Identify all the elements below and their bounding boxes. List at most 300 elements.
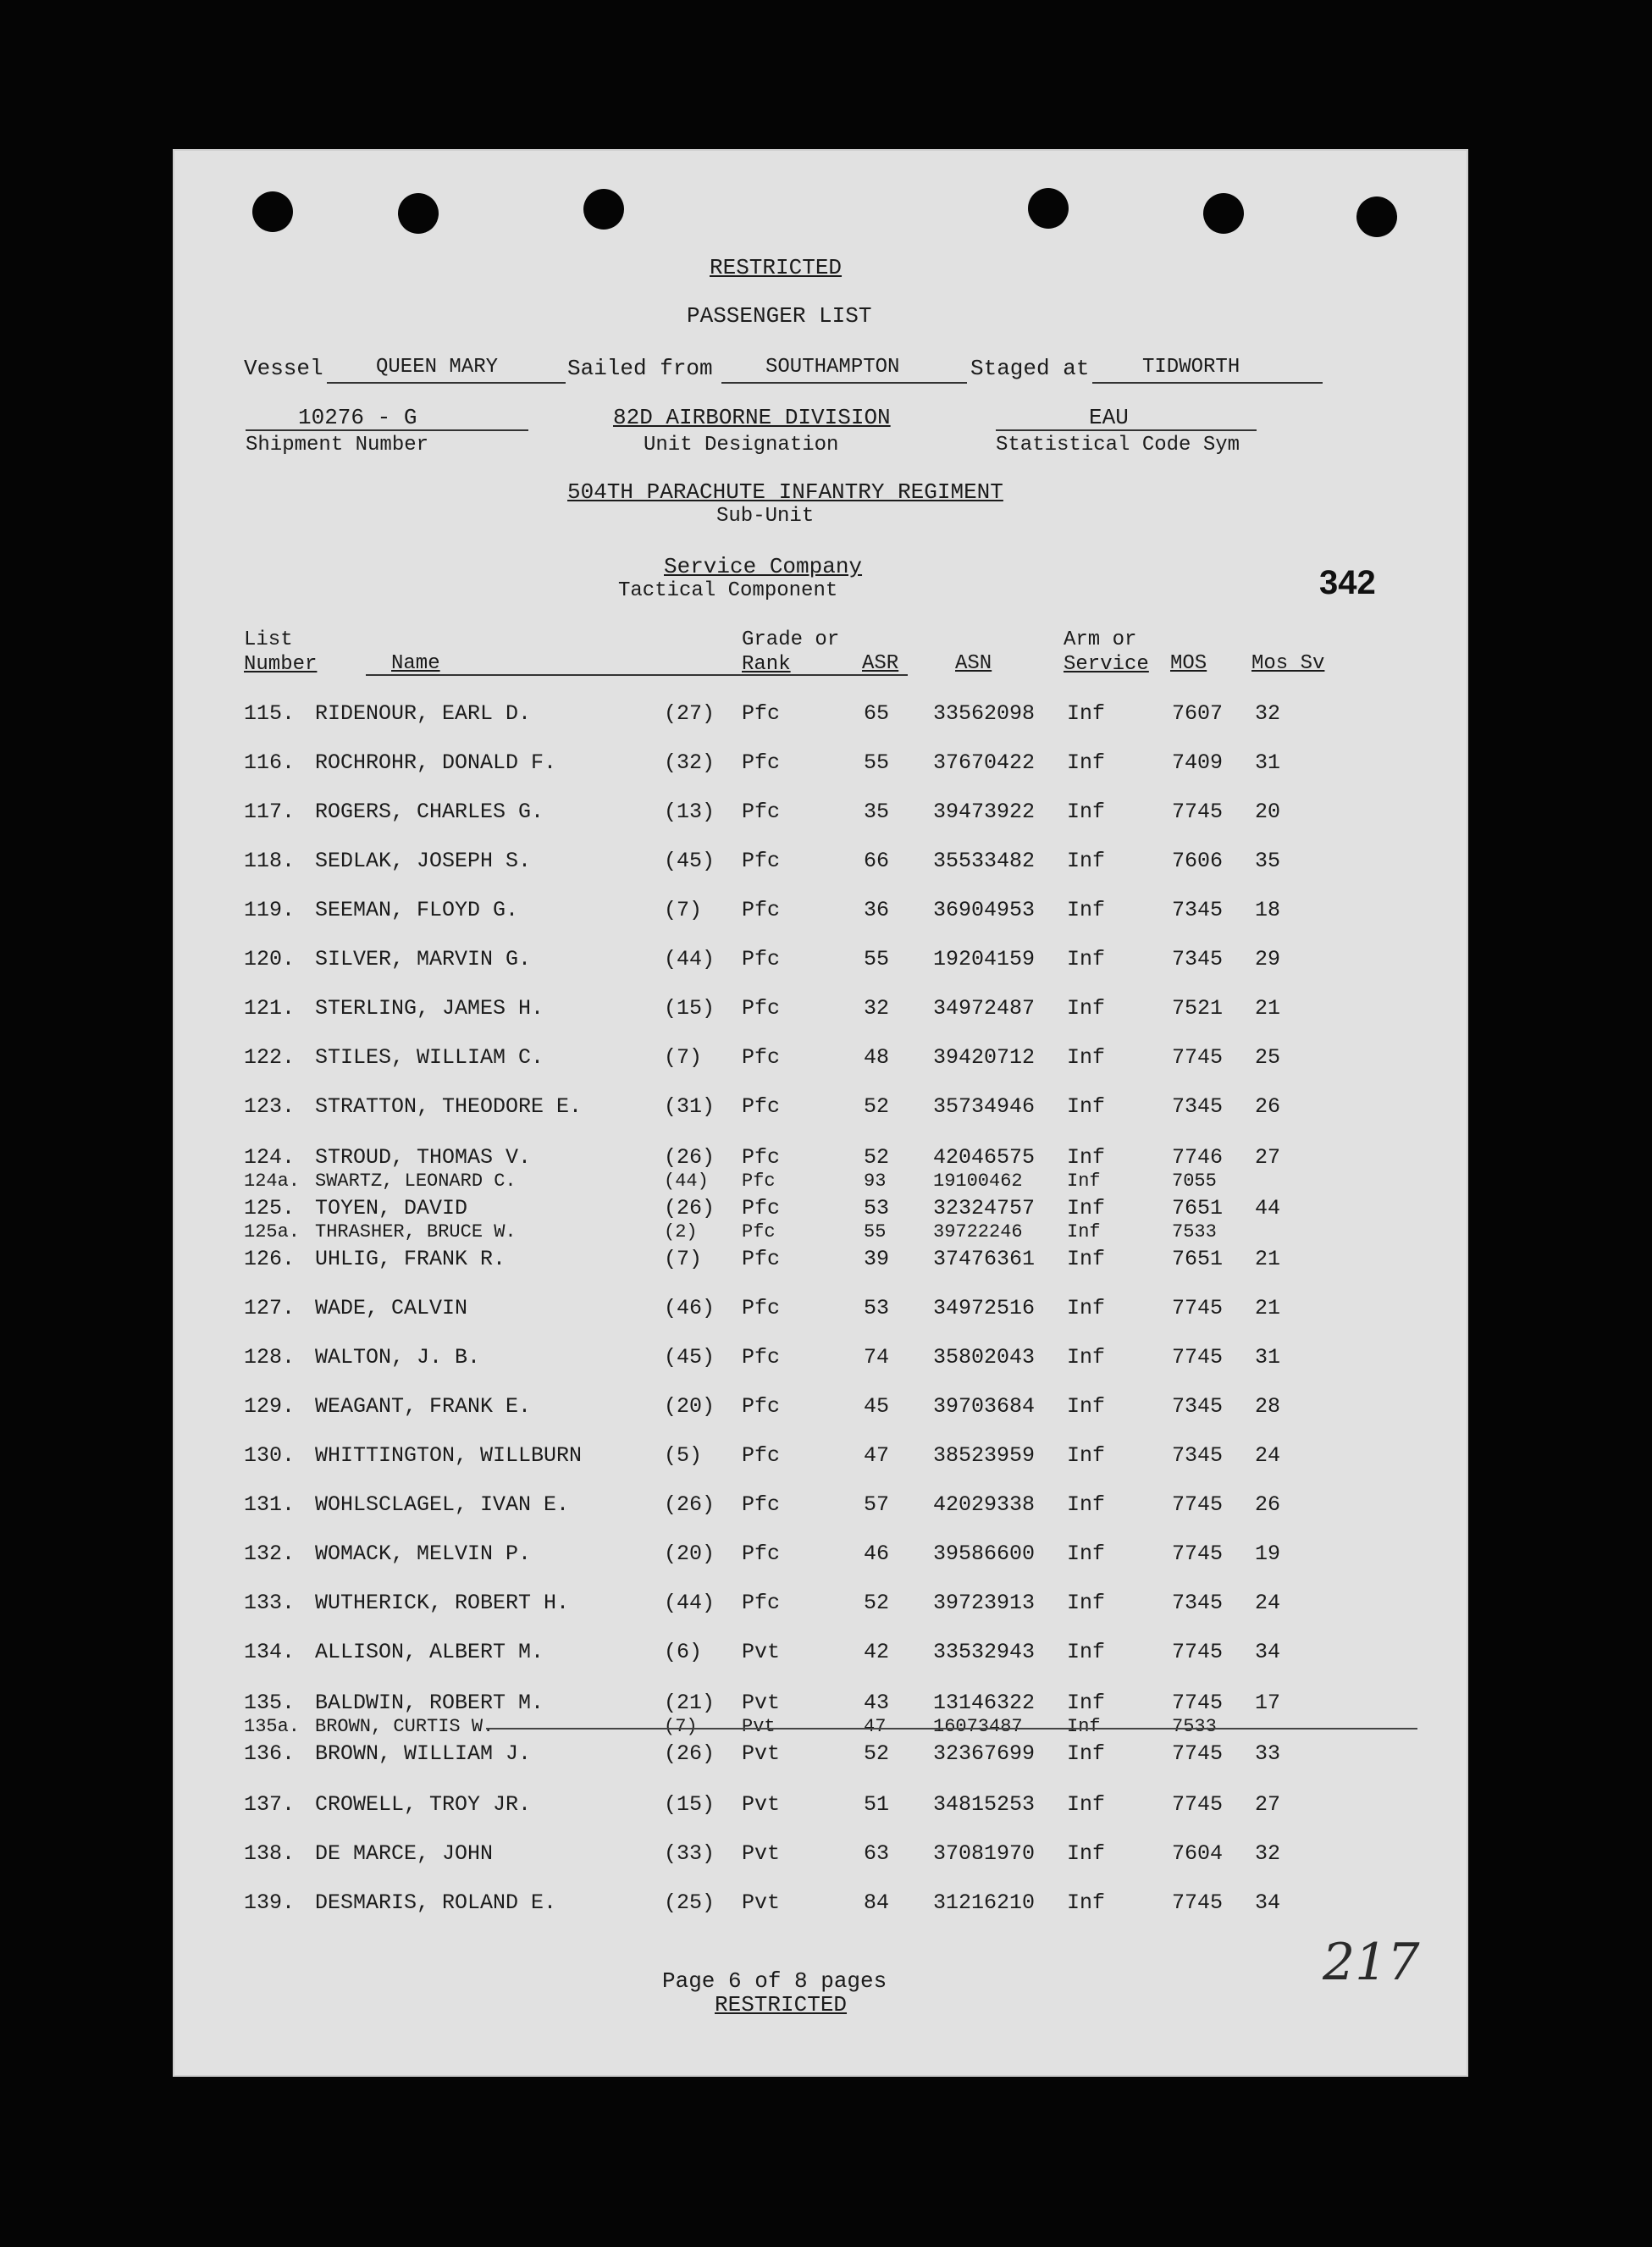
- row-rank: Pvt: [742, 1841, 781, 1866]
- table-row: [173, 996, 1468, 1023]
- row-asr: 65: [864, 701, 890, 726]
- row-name: SEEMAN, FLOYD G.: [315, 898, 519, 922]
- row-arm: Inf: [1067, 947, 1106, 971]
- row-code: (7): [664, 1247, 703, 1271]
- col-list-number: List Number: [244, 628, 318, 676]
- row-list-number: 136.: [244, 1741, 296, 1766]
- row-arm: Inf: [1067, 701, 1106, 726]
- row-rank: Pfc: [742, 1145, 781, 1170]
- row-list-number: 137.: [244, 1792, 296, 1817]
- row-mos: 7745: [1172, 1691, 1224, 1715]
- row-rank: Pfc: [742, 750, 781, 775]
- table-row: [173, 1247, 1468, 1274]
- row-rank: Pfc: [742, 1345, 781, 1370]
- row-asn: 36904953: [933, 898, 1036, 922]
- row-list-number: 123.: [244, 1094, 296, 1119]
- table-row: [173, 800, 1468, 827]
- table-row: [173, 849, 1468, 876]
- row-arm: Inf: [1067, 996, 1106, 1021]
- unit-designation-label: Unit Designation: [644, 434, 839, 457]
- row-mos-sv: 24: [1255, 1443, 1281, 1468]
- row-mos-sv: 35: [1255, 849, 1281, 873]
- table-row: [173, 1196, 1468, 1223]
- staged-at-label: Staged at: [970, 356, 1090, 381]
- row-asn: 39703684: [933, 1394, 1036, 1419]
- classification-top: RESTRICTED: [710, 255, 843, 280]
- col-asn: ASN: [955, 652, 992, 675]
- row-name: BROWN, CURTIS W.: [315, 1716, 494, 1737]
- row-code: (13): [664, 800, 715, 824]
- row-code: (46): [664, 1296, 715, 1320]
- row-asn: 39723913: [933, 1591, 1036, 1615]
- row-asn: 31216210: [933, 1890, 1036, 1915]
- row-mos-sv: 44: [1255, 1196, 1281, 1220]
- row-arm: Inf: [1067, 1841, 1106, 1866]
- row-mos-sv: 32: [1255, 701, 1281, 726]
- row-mos-sv: 28: [1255, 1394, 1281, 1419]
- tactical-component-label: Tactical Component: [618, 579, 838, 602]
- row-mos: 7606: [1172, 849, 1224, 873]
- row-list-number: 124.: [244, 1145, 296, 1170]
- row-rank: Pfc: [742, 800, 781, 824]
- row-mos-sv: 29: [1255, 947, 1281, 971]
- shipment-number-label: Shipment Number: [246, 434, 429, 457]
- row-list-number: 117.: [244, 800, 296, 824]
- row-rank: Pfc: [742, 1094, 781, 1119]
- statistical-code: EAU: [1089, 405, 1129, 430]
- table-row: [173, 1045, 1468, 1072]
- row-code: (21): [664, 1691, 715, 1715]
- row-rank: Pvt: [742, 1716, 776, 1737]
- row-rank: Pvt: [742, 1741, 781, 1766]
- row-mos: 7055: [1172, 1171, 1217, 1192]
- table-row: [173, 1741, 1468, 1768]
- row-name: SILVER, MARVIN G.: [315, 947, 532, 971]
- row-mos-sv: 21: [1255, 996, 1281, 1021]
- row-asn: 19204159: [933, 947, 1036, 971]
- table-row: [173, 1094, 1468, 1121]
- row-code: (26): [664, 1492, 715, 1517]
- row-list-number: 135.: [244, 1691, 296, 1715]
- classification-bottom: RESTRICTED: [715, 1992, 848, 2017]
- col-mos-sv: Mos Sv: [1251, 652, 1325, 675]
- row-code: (44): [664, 1591, 715, 1615]
- sailed-from-label: Sailed from: [567, 356, 713, 381]
- row-list-number: 132.: [244, 1541, 296, 1566]
- vessel-value: QUEEN MARY: [376, 356, 499, 379]
- row-asn: 35533482: [933, 849, 1036, 873]
- row-rank: Pfc: [742, 1045, 781, 1070]
- col-grade: Grade or Rank: [742, 628, 840, 676]
- row-mos-sv: 26: [1255, 1492, 1281, 1517]
- row-rank: Pfc: [742, 1221, 776, 1242]
- row-code: (6): [664, 1640, 703, 1664]
- punch-hole: [1203, 193, 1244, 234]
- row-mos-sv: 17: [1255, 1691, 1281, 1715]
- strikethrough-line: [486, 1728, 1417, 1730]
- row-rank: Pfc: [742, 996, 781, 1021]
- tactical-component: Service Company: [664, 554, 863, 579]
- row-asn: 39473922: [933, 800, 1036, 824]
- row-code: (20): [664, 1541, 715, 1566]
- row-asn: 39722246: [933, 1221, 1023, 1242]
- row-asn: 39586600: [933, 1541, 1036, 1566]
- row-mos: 7745: [1172, 1890, 1224, 1915]
- row-mos-sv: 20: [1255, 800, 1281, 824]
- row-rank: Pfc: [742, 1394, 781, 1419]
- row-rank: Pvt: [742, 1691, 781, 1715]
- row-asn: 32324757: [933, 1196, 1036, 1220]
- row-mos: 7651: [1172, 1247, 1224, 1271]
- row-asr: 53: [864, 1296, 890, 1320]
- row-code: (45): [664, 849, 715, 873]
- row-asr: 53: [864, 1196, 890, 1220]
- row-arm: Inf: [1067, 1196, 1106, 1220]
- row-arm: Inf: [1067, 1492, 1106, 1517]
- sailed-from-value: SOUTHAMPTON: [765, 356, 900, 379]
- row-arm: Inf: [1067, 849, 1106, 873]
- row-name: WADE, CALVIN: [315, 1296, 468, 1320]
- row-asr: 51: [864, 1792, 890, 1817]
- row-asn: 34815253: [933, 1792, 1036, 1817]
- table-row: [173, 1171, 1468, 1198]
- col-arm: Arm or Service: [1064, 628, 1149, 676]
- row-mos: 7745: [1172, 1741, 1224, 1766]
- row-mos-sv: 31: [1255, 750, 1281, 775]
- row-list-number: 127.: [244, 1296, 296, 1320]
- row-arm: Inf: [1067, 1145, 1106, 1170]
- row-mos-sv: 21: [1255, 1247, 1281, 1271]
- row-rank: Pvt: [742, 1792, 781, 1817]
- row-asr: 63: [864, 1841, 890, 1866]
- row-asr: 52: [864, 1741, 890, 1766]
- row-arm: Inf: [1067, 1221, 1101, 1242]
- table-row: [173, 1145, 1468, 1172]
- row-arm: Inf: [1067, 1394, 1106, 1419]
- row-mos-sv: 25: [1255, 1045, 1281, 1070]
- row-asn: 34972516: [933, 1296, 1036, 1320]
- row-asr: 52: [864, 1145, 890, 1170]
- row-asn: 19100462: [933, 1171, 1023, 1192]
- row-code: (7): [664, 898, 703, 922]
- row-mos: 7521: [1172, 996, 1224, 1021]
- row-arm: Inf: [1067, 1171, 1101, 1192]
- row-arm: Inf: [1067, 1247, 1106, 1271]
- col-name: Name: [391, 652, 440, 675]
- row-rank: Pfc: [742, 1196, 781, 1220]
- row-name: UHLIG, FRANK R.: [315, 1247, 506, 1271]
- row-asr: 39: [864, 1247, 890, 1271]
- sub-unit: 504TH PARACHUTE INFANTRY REGIMENT: [567, 479, 1003, 505]
- row-name: WEAGANT, FRANK E.: [315, 1394, 532, 1419]
- row-mos: 7745: [1172, 1792, 1224, 1817]
- table-row: [173, 1890, 1468, 1918]
- row-arm: Inf: [1067, 1716, 1101, 1737]
- row-arm: Inf: [1067, 898, 1106, 922]
- row-mos: 7345: [1172, 1443, 1224, 1468]
- staged-at-value: TIDWORTH: [1142, 356, 1240, 379]
- row-mos: 7345: [1172, 947, 1224, 971]
- punch-hole: [1356, 196, 1397, 237]
- sub-unit-label: Sub-Unit: [716, 505, 815, 528]
- row-arm: Inf: [1067, 1443, 1106, 1468]
- row-arm: Inf: [1067, 1045, 1106, 1070]
- row-rank: Pfc: [742, 1443, 781, 1468]
- row-name: DE MARCE, JOHN: [315, 1841, 494, 1866]
- row-name: SEDLAK, JOSEPH S.: [315, 849, 532, 873]
- row-name: TOYEN, DAVID: [315, 1196, 468, 1220]
- table-row: [173, 701, 1468, 728]
- row-rank: Pfc: [742, 898, 781, 922]
- row-list-number: 116.: [244, 750, 296, 775]
- table-row: [173, 1345, 1468, 1372]
- row-code: (26): [664, 1145, 715, 1170]
- row-asr: 66: [864, 849, 890, 873]
- row-list-number: 134.: [244, 1640, 296, 1664]
- row-asr: 55: [864, 947, 890, 971]
- row-list-number: 121.: [244, 996, 296, 1021]
- row-code: (33): [664, 1841, 715, 1866]
- row-asn: 33532943: [933, 1640, 1036, 1664]
- row-name: STILES, WILLIAM C.: [315, 1045, 544, 1070]
- row-rank: Pfc: [742, 849, 781, 873]
- row-name: ROCHROHR, DONALD F.: [315, 750, 557, 775]
- row-list-number: 138.: [244, 1841, 296, 1866]
- row-code: (31): [664, 1094, 715, 1119]
- row-list-number: 131.: [244, 1492, 296, 1517]
- row-arm: Inf: [1067, 1792, 1106, 1817]
- row-asr: 45: [864, 1394, 890, 1419]
- row-asr: 42: [864, 1640, 890, 1664]
- row-mos-sv: 18: [1255, 898, 1281, 922]
- row-list-number: 119.: [244, 898, 296, 922]
- row-code: (15): [664, 1792, 715, 1817]
- row-mos: 7604: [1172, 1841, 1224, 1866]
- row-list-number: 115.: [244, 701, 296, 726]
- row-asr: 47: [864, 1443, 890, 1468]
- row-name: BALDWIN, ROBERT M.: [315, 1691, 544, 1715]
- row-name: ALLISON, ALBERT M.: [315, 1640, 544, 1664]
- row-mos-sv: 31: [1255, 1345, 1281, 1370]
- row-arm: Inf: [1067, 750, 1106, 775]
- row-mos: 7533: [1172, 1221, 1217, 1242]
- row-list-number: 139.: [244, 1890, 296, 1915]
- row-arm: Inf: [1067, 1741, 1106, 1766]
- row-arm: Inf: [1067, 1094, 1106, 1119]
- row-asn: 35802043: [933, 1345, 1036, 1370]
- row-mos: 7745: [1172, 1296, 1224, 1320]
- row-asn: 13146322: [933, 1691, 1036, 1715]
- row-mos: 7745: [1172, 1345, 1224, 1370]
- row-rank: Pfc: [742, 1591, 781, 1615]
- row-asr: 55: [864, 1221, 887, 1242]
- row-mos: 7745: [1172, 1492, 1224, 1517]
- row-arm: Inf: [1067, 1591, 1106, 1615]
- row-asn: 42046575: [933, 1145, 1036, 1170]
- table-row: [173, 1492, 1468, 1519]
- row-name: WUTHERICK, ROBERT H.: [315, 1591, 570, 1615]
- row-list-number: 126.: [244, 1247, 296, 1271]
- statistical-code-label: Statistical Code Sym: [996, 434, 1240, 457]
- row-list-number: 129.: [244, 1394, 296, 1419]
- row-arm: Inf: [1067, 1691, 1106, 1715]
- table-row: [173, 1541, 1468, 1569]
- row-mos: 7607: [1172, 701, 1224, 726]
- row-name: STROUD, THOMAS V.: [315, 1145, 532, 1170]
- row-rank: Pfc: [742, 1171, 776, 1192]
- row-mos-sv: 19: [1255, 1541, 1281, 1566]
- row-list-number: 118.: [244, 849, 296, 873]
- table-row: [173, 1443, 1468, 1470]
- row-mos: 7345: [1172, 1591, 1224, 1615]
- row-mos-sv: 34: [1255, 1890, 1281, 1915]
- table-row: [173, 1716, 1468, 1743]
- row-list-number: 125a.: [244, 1221, 301, 1242]
- punch-hole: [252, 191, 293, 232]
- table-row: [173, 1394, 1468, 1421]
- row-code: (7): [664, 1716, 698, 1737]
- row-asr: 36: [864, 898, 890, 922]
- row-name: BROWN, WILLIAM J.: [315, 1741, 532, 1766]
- punch-hole: [583, 189, 624, 230]
- row-asr: 48: [864, 1045, 890, 1070]
- unit-designation: 82D AIRBORNE DIVISION: [613, 405, 891, 430]
- row-name: ROGERS, CHARLES G.: [315, 800, 544, 824]
- row-rank: Pfc: [742, 1492, 781, 1517]
- row-list-number: 128.: [244, 1345, 296, 1370]
- col-mos: MOS: [1170, 652, 1207, 675]
- row-mos-sv: 33: [1255, 1741, 1281, 1766]
- row-asn: 42029338: [933, 1492, 1036, 1517]
- row-mos: 7345: [1172, 1094, 1224, 1119]
- row-arm: Inf: [1067, 1345, 1106, 1370]
- row-asn: 35734946: [933, 1094, 1036, 1119]
- row-list-number: 133.: [244, 1591, 296, 1615]
- row-name: DESMARIS, ROLAND E.: [315, 1890, 557, 1915]
- row-asr: 47: [864, 1716, 887, 1737]
- row-list-number: 125.: [244, 1196, 296, 1220]
- row-arm: Inf: [1067, 1890, 1106, 1915]
- row-mos-sv: 27: [1255, 1145, 1281, 1170]
- table-row: [173, 1221, 1468, 1248]
- list-title: PASSENGER LIST: [687, 303, 872, 329]
- row-asr: 43: [864, 1691, 890, 1715]
- row-mos-sv: 26: [1255, 1094, 1281, 1119]
- row-code: (20): [664, 1394, 715, 1419]
- row-mos-sv: 27: [1255, 1792, 1281, 1817]
- row-code: (15): [664, 996, 715, 1021]
- row-code: (44): [664, 947, 715, 971]
- row-code: (44): [664, 1171, 709, 1192]
- row-code: (5): [664, 1443, 703, 1468]
- row-list-number: 130.: [244, 1443, 296, 1468]
- stamp-number: 342: [1319, 564, 1376, 601]
- row-code: (2): [664, 1221, 698, 1242]
- col-asr: ASR: [862, 652, 899, 675]
- row-name: RIDENOUR, EARL D.: [315, 701, 532, 726]
- table-row: [173, 1296, 1468, 1323]
- row-arm: Inf: [1067, 800, 1106, 824]
- row-mos: 7345: [1172, 898, 1224, 922]
- row-mos-sv: 32: [1255, 1841, 1281, 1866]
- row-mos: 7746: [1172, 1145, 1224, 1170]
- row-asr: 52: [864, 1094, 890, 1119]
- row-mos: 7745: [1172, 1541, 1224, 1566]
- row-asr: 32: [864, 996, 890, 1021]
- table-row: [173, 1691, 1468, 1718]
- row-asr: 35: [864, 800, 890, 824]
- table-row: [173, 750, 1468, 778]
- vessel-label: Vessel: [244, 356, 323, 381]
- row-asn: 39420712: [933, 1045, 1036, 1070]
- punch-hole: [1028, 188, 1069, 229]
- row-code: (26): [664, 1196, 715, 1220]
- row-rank: Pvt: [742, 1640, 781, 1664]
- punch-hole: [398, 193, 439, 234]
- row-code: (27): [664, 701, 715, 726]
- page-indicator: Page 6 of 8 pages: [662, 1968, 887, 1994]
- handwritten-page-number: 217: [1323, 1933, 1420, 1992]
- row-mos: 7533: [1172, 1716, 1217, 1737]
- row-mos-sv: 21: [1255, 1296, 1281, 1320]
- row-mos: 7409: [1172, 750, 1224, 775]
- row-asr: 84: [864, 1890, 890, 1915]
- row-asn: 37081970: [933, 1841, 1036, 1866]
- row-code: (25): [664, 1890, 715, 1915]
- row-asn: 37670422: [933, 750, 1036, 775]
- row-mos: 7745: [1172, 1045, 1224, 1070]
- row-code: (32): [664, 750, 715, 775]
- row-asn: 37476361: [933, 1247, 1036, 1271]
- row-asr: 46: [864, 1541, 890, 1566]
- row-list-number: 135a.: [244, 1716, 301, 1737]
- document-page: [173, 149, 1468, 2077]
- row-rank: Pfc: [742, 1541, 781, 1566]
- row-mos: 7651: [1172, 1196, 1224, 1220]
- row-mos: 7345: [1172, 1394, 1224, 1419]
- row-asn: 16073487: [933, 1716, 1023, 1737]
- row-asn: 38523959: [933, 1443, 1036, 1468]
- row-asr: 93: [864, 1171, 887, 1192]
- row-mos-sv: 34: [1255, 1640, 1281, 1664]
- row-name: WHITTINGTON, WILLBURN: [315, 1443, 583, 1468]
- row-rank: Pfc: [742, 1247, 781, 1271]
- row-arm: Inf: [1067, 1541, 1106, 1566]
- row-name: THRASHER, BRUCE W.: [315, 1221, 517, 1242]
- table-row: [173, 947, 1468, 974]
- row-code: (45): [664, 1345, 715, 1370]
- row-asr: 57: [864, 1492, 890, 1517]
- row-arm: Inf: [1067, 1640, 1106, 1664]
- row-list-number: 122.: [244, 1045, 296, 1070]
- row-asn: 32367699: [933, 1741, 1036, 1766]
- row-arm: Inf: [1067, 1296, 1106, 1320]
- row-name: STRATTON, THEODORE E.: [315, 1094, 583, 1119]
- row-list-number: 124a.: [244, 1171, 301, 1192]
- row-asn: 34972487: [933, 996, 1036, 1021]
- row-code: (7): [664, 1045, 703, 1070]
- row-rank: Pvt: [742, 1890, 781, 1915]
- table-row: [173, 1640, 1468, 1667]
- row-mos: 7745: [1172, 800, 1224, 824]
- row-name: WOHLSCLAGEL, IVAN E.: [315, 1492, 570, 1517]
- row-mos: 7745: [1172, 1640, 1224, 1664]
- row-rank: Pfc: [742, 1296, 781, 1320]
- table-row: [173, 1591, 1468, 1618]
- table-row: [173, 898, 1468, 925]
- row-name: STERLING, JAMES H.: [315, 996, 544, 1021]
- row-name: WALTON, J. B.: [315, 1345, 481, 1370]
